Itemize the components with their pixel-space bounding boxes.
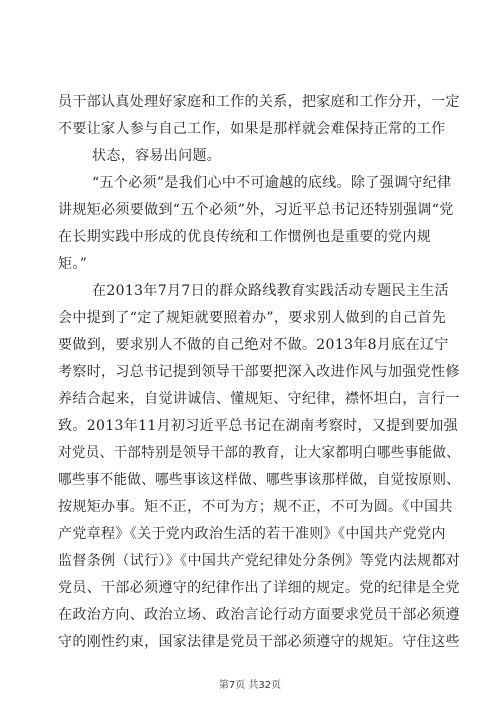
body-text-line: 会中提到了“定了规矩就要照着办”，要求别人做到的自己首先 (58, 310, 447, 326)
body-text-line: 对党员、干部特别是领导干部的教育，让大家都明白哪些事能做、 (58, 445, 461, 461)
body-text-line: 产党章程》《关于党内政治生活的若干准则》《中国共产党党内 (58, 526, 446, 542)
body-text-line: 状态，容易出问题。 (92, 148, 222, 164)
body-text-line: 守的刚性约束，国家法律是党员干部必须遵守的规矩。守住这些 (58, 634, 460, 650)
body-text-line: 员干部认真处理好家庭和工作的关系，把家庭和工作分开，一定 (58, 94, 460, 110)
body-text-line: 要做到，要求别人不做的自己绝对不做。2013年8月底在辽宁 (58, 337, 449, 353)
body-text-line: 讲规矩必须要做到“五个必须”外，习近平总书记还特别强调“党 (58, 202, 454, 218)
body-text-line: 监督条例（试行）》《中国共产党纪律处分条例》等党内法规都对 (58, 553, 461, 569)
body-text-line: 按规矩办事。矩不正，不可为方；规不正，不可为圆。《中国共 (58, 499, 453, 515)
body-text-line: 在2013年7月7日的群众路线教育实践活动专题民主生活 (92, 283, 449, 299)
body-text-line: 养结合起来，自觉讲诚信、懂规矩、守纪律，襟怀坦白，言行一 (58, 391, 460, 407)
body-text-line: 不要让家人参与自己工作，如果是那样就会难保持正常的工作 (58, 121, 446, 137)
page-number-footer: 第7页 共32页 (218, 680, 282, 691)
body-text-line: 哪些事不能做、哪些事该这样做、哪些事该那样做，自觉按原则、 (58, 472, 461, 488)
body-text-line: 在政治方向、政治立场、政治言论行动方面要求党员干部必须遵 (58, 607, 460, 623)
body-text-line: 在长期实践中形成的优良传统和工作惯例也是重要的党内规 (58, 229, 432, 245)
body-text-line: 党员、干部必须遵守的纪律作出了详细的规定。党的纪律是全党 (58, 580, 460, 596)
body-text-line: 致。2013年11月初习近平总书记在湖南考察时，又提到要加强 (58, 418, 458, 434)
body-text-line: “五个必须”是我们心中不可逾越的底线。除了强调守纪律 (92, 175, 452, 191)
body-text-line: 考察时，习总书记提到领导干部要把深入改进作风与加强党性修 (58, 364, 460, 380)
body-text-line: 矩。” (58, 256, 88, 272)
